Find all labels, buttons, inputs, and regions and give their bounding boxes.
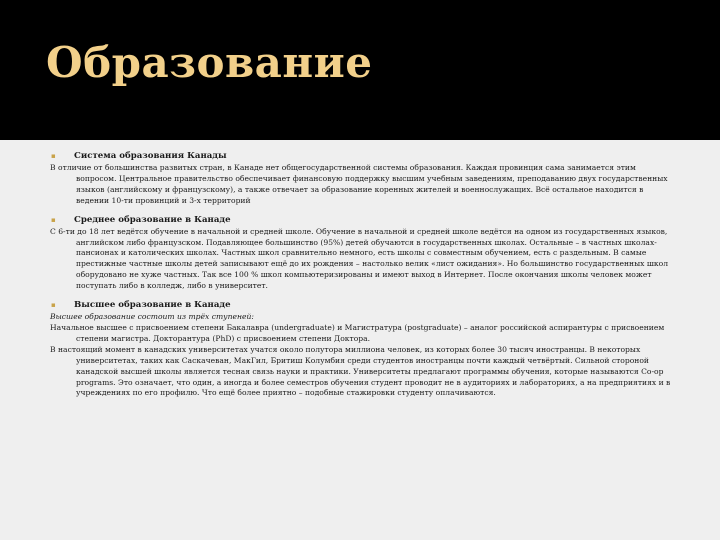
section-higher-education xyxy=(50,299,675,399)
bullet-icon: ▪ xyxy=(51,151,56,160)
heading-text: Высшее образование в Канаде xyxy=(74,300,231,311)
section-heading xyxy=(50,214,675,226)
paragraph xyxy=(50,227,675,292)
section-education-system xyxy=(50,150,675,207)
paragraph xyxy=(50,163,675,207)
paragraph xyxy=(50,345,675,400)
paragraph xyxy=(50,323,675,345)
section-secondary-education xyxy=(50,214,675,292)
paragraph-text: С 6-ти до 18 лет ведётся обучение в начальной и средней школе. Обучение в начальной и средней школе ведётся на одном из государственных языков, английском либо французском. Подавляющее большинство (95%) детей обучаются в государственных школах. Остальные – в частных школах-пансионах и католических школах. Частных школ сравнительно немного, есть школы с совместным обучением, есть с раздельным. В самые престижные частные школы детей записывают ещё до их рождения – настолько велик «лист ожидания». Но большинство государственных школ оборудовано не хуже частных. Так все 100 % школ компьютеризированы и имеют выход в Интернет. После окончания школы человек может поступать либо в колледж, либо в университет. xyxy=(50,226,669,291)
section-heading xyxy=(50,299,675,311)
title-bar xyxy=(0,0,720,140)
paragraph-text: В отличие от большинства развитых стран, в Канаде нет общегосударственной системы образования. Каждая провинция сама занимается этим вопросом. Центральное правительство обеспечивает финансовую поддержку высшим учебным заведениям, преподаванию двух государственных языков (английскому и французскому), а также отвечает за образование коренных жителей и военнослужащих. Всё остальное находится в ведении 10-ти провинций и 3-х территорий xyxy=(50,163,668,205)
slide-body xyxy=(50,150,675,406)
bullet-icon: ▪ xyxy=(51,300,56,310)
heading-text: Среднее образование в Канаде xyxy=(74,214,231,225)
page-title: Образование xyxy=(46,38,373,87)
section-heading xyxy=(50,150,675,162)
paragraph-text: В настоящий момент в канадских университетах учатся около полутора миллиона человек, из которых более 30 тысяч иностранцы. В некоторых университетах, таких как Саскачеван, МакГил, Бритиш Колумбия среди студентов иностранцы почти каждый четвёртый. Сильной стороной канадской высшей школы является тесная связь науки и практики. Университеты предлагают программы обучения, которые называются Co-op programs. Это означает, что один, а иногда и более семестров обучения студент проводит не в аудиториях и лабораториях, а на предприятиях и в учреждениях по его профилю. Что ещё более приятно – подобные стажировки студенту оплачиваются. xyxy=(50,344,671,398)
paragraph-text: Начальное высшее с присвоением степени Бакалавра (undergraduate) и Магистратура (postgraduate) – аналог российской аспирантуры с присвоением степени магистра. Докторантура (PhD) с присвоением степени Доктора. xyxy=(50,322,665,343)
bullet-icon: ▪ xyxy=(51,214,56,224)
heading-text: Система образования Канады xyxy=(74,151,227,161)
subheading: Высшее образование состоит из трёх ступеней: xyxy=(50,312,254,322)
